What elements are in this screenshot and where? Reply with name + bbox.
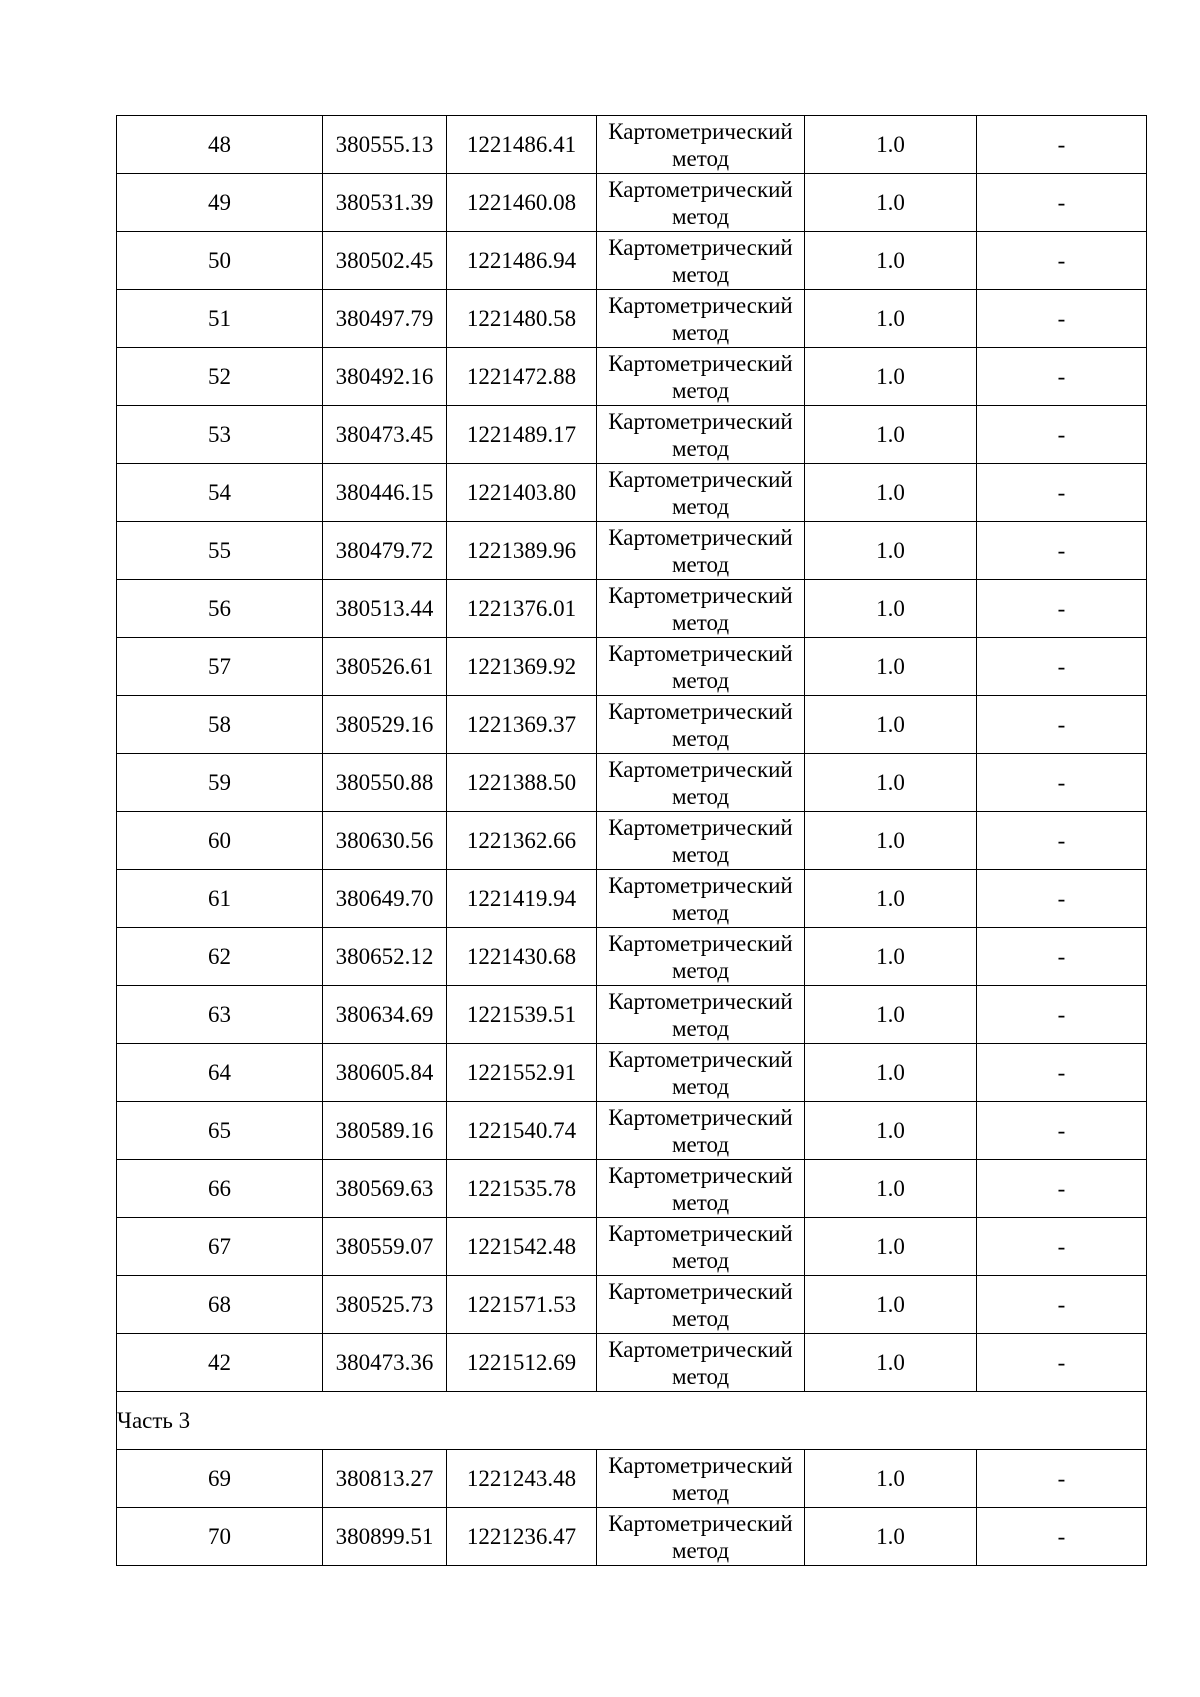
accuracy-cell: 1.0	[805, 1450, 977, 1508]
table-row	[117, 464, 1147, 522]
x-coordinate-cell: 380559.07	[323, 1218, 447, 1276]
y-coordinate-cell: 1221480.58	[447, 290, 597, 348]
point-number-cell: 52	[117, 348, 323, 406]
note-cell: -	[977, 580, 1147, 638]
x-coordinate-cell: 380605.84	[323, 1044, 447, 1102]
note-cell: -	[977, 1334, 1147, 1392]
x-coordinate-cell: 380652.12	[323, 928, 447, 986]
method-line-2: метод	[671, 551, 730, 577]
x-coordinate-cell: 380502.45	[323, 232, 447, 290]
method-line-1: Картометрический	[608, 1162, 793, 1188]
method-line-1: Картометрический	[608, 118, 793, 144]
x-coordinate-cell: 380529.16	[323, 696, 447, 754]
method-line-2: метод	[671, 841, 730, 867]
method-cell	[597, 1044, 805, 1102]
note-cell: -	[977, 406, 1147, 464]
y-coordinate-cell: 1221236.47	[447, 1508, 597, 1566]
note-cell: -	[977, 1276, 1147, 1334]
point-number-cell: 62	[117, 928, 323, 986]
accuracy-cell: 1.0	[805, 1334, 977, 1392]
method-line-1: Картометрический	[608, 872, 793, 898]
accuracy-cell: 1.0	[805, 1218, 977, 1276]
x-coordinate-cell: 380473.36	[323, 1334, 447, 1392]
x-coordinate-cell: 380479.72	[323, 522, 447, 580]
table-row	[117, 812, 1147, 870]
method-cell	[597, 1102, 805, 1160]
method-line-1: Картометрический	[608, 698, 793, 724]
method-line-1: Картометрический	[608, 524, 793, 550]
method-cell	[597, 1276, 805, 1334]
table-row	[117, 406, 1147, 464]
x-coordinate-cell: 380492.16	[323, 348, 447, 406]
method-cell	[597, 696, 805, 754]
method-line-1: Картометрический	[608, 1220, 793, 1246]
point-number-cell: 53	[117, 406, 323, 464]
method-line-2: метод	[671, 783, 730, 809]
method-line-2: метод	[671, 377, 730, 403]
method-cell	[597, 1508, 805, 1566]
point-number-cell: 49	[117, 174, 323, 232]
accuracy-cell: 1.0	[805, 812, 977, 870]
y-coordinate-cell: 1221403.80	[447, 464, 597, 522]
note-cell: -	[977, 870, 1147, 928]
x-coordinate-cell: 380649.70	[323, 870, 447, 928]
table-row	[117, 1450, 1147, 1508]
method-line-2: метод	[671, 957, 730, 983]
accuracy-cell: 1.0	[805, 638, 977, 696]
accuracy-cell: 1.0	[805, 348, 977, 406]
method-line-2: метод	[671, 1073, 730, 1099]
document-page	[116, 115, 1146, 1566]
method-line-1: Картометрический	[608, 350, 793, 376]
method-cell	[597, 812, 805, 870]
method-cell	[597, 464, 805, 522]
table-row	[117, 116, 1147, 174]
y-coordinate-cell: 1221460.08	[447, 174, 597, 232]
method-line-2: метод	[671, 319, 730, 345]
x-coordinate-cell: 380555.13	[323, 116, 447, 174]
accuracy-cell: 1.0	[805, 464, 977, 522]
point-number-cell: 66	[117, 1160, 323, 1218]
y-coordinate-cell: 1221388.50	[447, 754, 597, 812]
y-coordinate-cell: 1221540.74	[447, 1102, 597, 1160]
method-line-1: Картометрический	[608, 176, 793, 202]
note-cell: -	[977, 232, 1147, 290]
table-row	[117, 1276, 1147, 1334]
point-number-cell: 64	[117, 1044, 323, 1102]
method-cell	[597, 986, 805, 1044]
method-line-1: Картометрический	[608, 1278, 793, 1304]
point-number-cell: 59	[117, 754, 323, 812]
method-line-1: Картометрический	[608, 1510, 793, 1536]
method-cell	[597, 1334, 805, 1392]
y-coordinate-cell: 1221486.94	[447, 232, 597, 290]
method-line-1: Картометрический	[608, 930, 793, 956]
table-row	[117, 1334, 1147, 1392]
method-cell	[597, 174, 805, 232]
method-line-2: метод	[671, 261, 730, 287]
table-row	[117, 928, 1147, 986]
point-number-cell: 69	[117, 1450, 323, 1508]
x-coordinate-cell: 380550.88	[323, 754, 447, 812]
note-cell: -	[977, 174, 1147, 232]
accuracy-cell: 1.0	[805, 1044, 977, 1102]
note-cell: -	[977, 1160, 1147, 1218]
x-coordinate-cell: 380473.45	[323, 406, 447, 464]
point-number-cell: 63	[117, 986, 323, 1044]
method-cell	[597, 638, 805, 696]
table-row	[117, 232, 1147, 290]
table-row	[117, 1102, 1147, 1160]
method-cell	[597, 580, 805, 638]
accuracy-cell: 1.0	[805, 696, 977, 754]
method-line-2: метод	[671, 1305, 730, 1331]
method-line-2: метод	[671, 609, 730, 635]
section-label: Часть 3	[117, 1392, 1147, 1450]
x-coordinate-cell: 380589.16	[323, 1102, 447, 1160]
point-number-cell: 57	[117, 638, 323, 696]
y-coordinate-cell: 1221243.48	[447, 1450, 597, 1508]
accuracy-cell: 1.0	[805, 1160, 977, 1218]
method-cell	[597, 1450, 805, 1508]
y-coordinate-cell: 1221362.66	[447, 812, 597, 870]
y-coordinate-cell: 1221571.53	[447, 1276, 597, 1334]
x-coordinate-cell: 380525.73	[323, 1276, 447, 1334]
point-number-cell: 70	[117, 1508, 323, 1566]
method-line-1: Картометрический	[608, 466, 793, 492]
accuracy-cell: 1.0	[805, 522, 977, 580]
x-coordinate-cell: 380446.15	[323, 464, 447, 522]
method-cell	[597, 928, 805, 986]
note-cell: -	[977, 1102, 1147, 1160]
accuracy-cell: 1.0	[805, 1508, 977, 1566]
table-row	[117, 1044, 1147, 1102]
table-row	[117, 348, 1147, 406]
accuracy-cell: 1.0	[805, 116, 977, 174]
note-cell: -	[977, 812, 1147, 870]
method-line-1: Картометрический	[608, 814, 793, 840]
table-row	[117, 754, 1147, 812]
y-coordinate-cell: 1221535.78	[447, 1160, 597, 1218]
method-line-2: метод	[671, 1015, 730, 1041]
table-row	[117, 870, 1147, 928]
x-coordinate-cell: 380513.44	[323, 580, 447, 638]
accuracy-cell: 1.0	[805, 174, 977, 232]
method-line-1: Картометрический	[608, 408, 793, 434]
method-line-1: Картометрический	[608, 1104, 793, 1130]
y-coordinate-cell: 1221376.01	[447, 580, 597, 638]
point-number-cell: 51	[117, 290, 323, 348]
method-line-2: метод	[671, 203, 730, 229]
accuracy-cell: 1.0	[805, 1276, 977, 1334]
table-row	[117, 580, 1147, 638]
method-cell	[597, 232, 805, 290]
accuracy-cell: 1.0	[805, 232, 977, 290]
method-cell	[597, 754, 805, 812]
y-coordinate-cell: 1221472.88	[447, 348, 597, 406]
point-number-cell: 56	[117, 580, 323, 638]
method-line-2: метод	[671, 1479, 730, 1505]
table-row	[117, 638, 1147, 696]
point-number-cell: 55	[117, 522, 323, 580]
method-line-1: Картометрический	[608, 1336, 793, 1362]
method-cell	[597, 1160, 805, 1218]
y-coordinate-cell: 1221486.41	[447, 116, 597, 174]
method-line-1: Картометрический	[608, 988, 793, 1014]
method-line-2: метод	[671, 667, 730, 693]
table-row	[117, 1508, 1147, 1566]
accuracy-cell: 1.0	[805, 290, 977, 348]
method-line-2: метод	[671, 1131, 730, 1157]
x-coordinate-cell: 380630.56	[323, 812, 447, 870]
coordinates-table	[116, 115, 1147, 1566]
method-line-2: метод	[671, 145, 730, 171]
method-line-2: метод	[671, 1537, 730, 1563]
point-number-cell: 67	[117, 1218, 323, 1276]
note-cell: -	[977, 928, 1147, 986]
method-line-1: Картометрический	[608, 1046, 793, 1072]
note-cell: -	[977, 116, 1147, 174]
point-number-cell: 68	[117, 1276, 323, 1334]
y-coordinate-cell: 1221512.69	[447, 1334, 597, 1392]
note-cell: -	[977, 464, 1147, 522]
x-coordinate-cell: 380526.61	[323, 638, 447, 696]
method-line-2: метод	[671, 1247, 730, 1273]
x-coordinate-cell: 380497.79	[323, 290, 447, 348]
table-row	[117, 290, 1147, 348]
accuracy-cell: 1.0	[805, 928, 977, 986]
accuracy-cell: 1.0	[805, 986, 977, 1044]
point-number-cell: 48	[117, 116, 323, 174]
method-line-1: Картометрический	[608, 640, 793, 666]
method-cell	[597, 406, 805, 464]
point-number-cell: 60	[117, 812, 323, 870]
method-line-2: метод	[671, 725, 730, 751]
y-coordinate-cell: 1221419.94	[447, 870, 597, 928]
method-line-1: Картометрический	[608, 234, 793, 260]
y-coordinate-cell: 1221369.92	[447, 638, 597, 696]
table-row	[117, 696, 1147, 754]
y-coordinate-cell: 1221489.17	[447, 406, 597, 464]
table-row	[117, 986, 1147, 1044]
y-coordinate-cell: 1221539.51	[447, 986, 597, 1044]
y-coordinate-cell: 1221542.48	[447, 1218, 597, 1276]
note-cell: -	[977, 1044, 1147, 1102]
method-line-1: Картометрический	[608, 582, 793, 608]
method-cell	[597, 290, 805, 348]
method-line-2: метод	[671, 435, 730, 461]
table-row	[117, 1218, 1147, 1276]
method-line-2: метод	[671, 493, 730, 519]
method-cell	[597, 522, 805, 580]
point-number-cell: 61	[117, 870, 323, 928]
method-cell	[597, 348, 805, 406]
y-coordinate-cell: 1221389.96	[447, 522, 597, 580]
table-row	[117, 1160, 1147, 1218]
x-coordinate-cell: 380813.27	[323, 1450, 447, 1508]
note-cell: -	[977, 754, 1147, 812]
accuracy-cell: 1.0	[805, 870, 977, 928]
table-row	[117, 174, 1147, 232]
note-cell: -	[977, 638, 1147, 696]
point-number-cell: 50	[117, 232, 323, 290]
note-cell: -	[977, 290, 1147, 348]
method-line-2: метод	[671, 1363, 730, 1389]
y-coordinate-cell: 1221369.37	[447, 696, 597, 754]
x-coordinate-cell: 380569.63	[323, 1160, 447, 1218]
x-coordinate-cell: 380531.39	[323, 174, 447, 232]
method-cell	[597, 116, 805, 174]
method-line-1: Картометрический	[608, 756, 793, 782]
y-coordinate-cell: 1221430.68	[447, 928, 597, 986]
x-coordinate-cell: 380899.51	[323, 1508, 447, 1566]
note-cell: -	[977, 1218, 1147, 1276]
point-number-cell: 42	[117, 1334, 323, 1392]
method-line-1: Картометрический	[608, 292, 793, 318]
method-line-2: метод	[671, 1189, 730, 1215]
point-number-cell: 58	[117, 696, 323, 754]
accuracy-cell: 1.0	[805, 406, 977, 464]
note-cell: -	[977, 1450, 1147, 1508]
point-number-cell: 54	[117, 464, 323, 522]
x-coordinate-cell: 380634.69	[323, 986, 447, 1044]
method-line-2: метод	[671, 899, 730, 925]
section-row	[117, 1392, 1147, 1450]
note-cell: -	[977, 522, 1147, 580]
accuracy-cell: 1.0	[805, 754, 977, 812]
point-number-cell: 65	[117, 1102, 323, 1160]
method-line-1: Картометрический	[608, 1452, 793, 1478]
note-cell: -	[977, 696, 1147, 754]
accuracy-cell: 1.0	[805, 580, 977, 638]
table-row	[117, 522, 1147, 580]
note-cell: -	[977, 1508, 1147, 1566]
coordinates-table-body	[117, 116, 1147, 1566]
note-cell: -	[977, 986, 1147, 1044]
method-cell	[597, 870, 805, 928]
y-coordinate-cell: 1221552.91	[447, 1044, 597, 1102]
note-cell: -	[977, 348, 1147, 406]
accuracy-cell: 1.0	[805, 1102, 977, 1160]
method-cell	[597, 1218, 805, 1276]
